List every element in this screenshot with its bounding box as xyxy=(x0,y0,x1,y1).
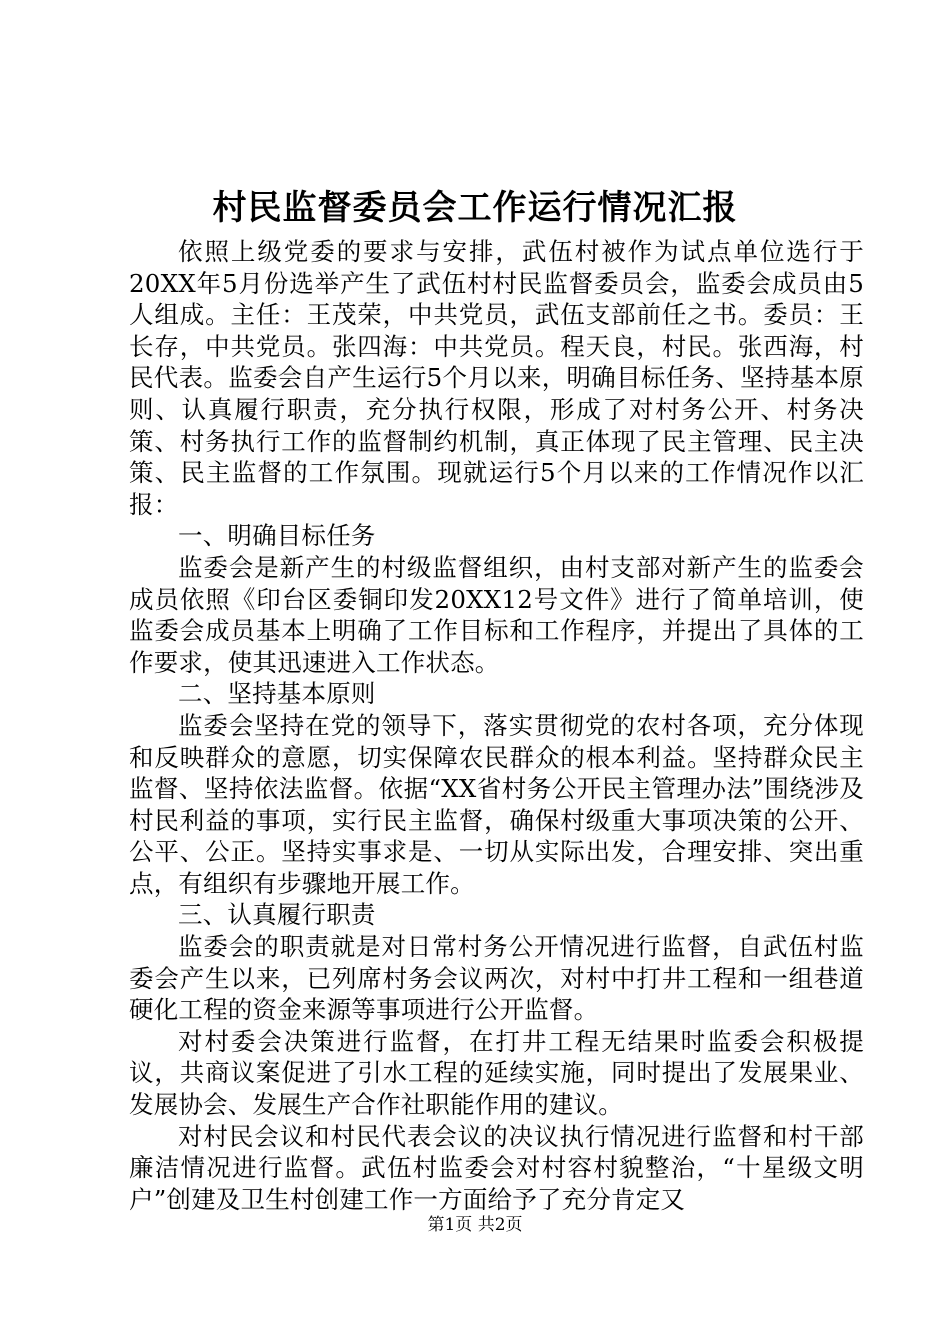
section-heading-3: 三、认真履行职责 xyxy=(178,900,376,930)
section-heading-2: 二、坚持基本原则 xyxy=(178,679,376,709)
paragraph-section-3c: 对村民会议和村民代表会议的决议执行情况进行监督和村干部廉洁情况进行监督。武伍村监委会对村容村貌整治，“十星级文明户”创建及卫生村创建工作一方面给予了充分肯定又 xyxy=(129,1121,864,1214)
paragraph-section-3b: 对村委会决策进行监督，在打井工程无结果时监委会积极提议，共商议案促进了引水工程的延续实施，同时提出了发展果业、发展协会、发展生产合作社职能作用的建议。 xyxy=(129,1026,864,1120)
page-number-footer: 第1页 共2页 xyxy=(427,1215,523,1235)
paragraph-section-3a: 监委会的职责就是对日常村务公开情况进行监督，自武伍村监委会产生以来，已列席村务会议两次，对村中打井工程和一组巷道硬化工程的资金来源等事项进行公开监督。 xyxy=(129,932,864,1025)
document-body xyxy=(129,236,864,1215)
paragraph-intro: 依照上级党委的要求与安排，武伍村被作为试点单位选行于20XX年5月份选举产生了武伍村村民监督委员会，监委会成员由5人组成。主任：王茂荣，中共党员，武伍支部前任之书。委员：王长存，中共党员。张四海：中共党员。程天良，村民。张西海，村民代表。监委会自产生运行5个月以来，明确目标任务、坚持基本原则、认真履行职责，充分执行权限，形成了对村务公开、村务决策、村务执行工作的监督制约机制，真正体现了民主管理、民主决策、民主监督的工作氛围。现就运行5个月以来的工作情况作以汇报： xyxy=(129,237,864,519)
paragraph-section-2: 监委会坚持在党的领导下，落实贯彻党的农村各项，充分体现和反映群众的意愿，切实保障农民群众的根本利益。坚持群众民主监督、坚持依法监督。依据“XX省村务公开民主管理办法”围绕涉及村民利益的事项，实行民主监督，确保村级重大事项决策的公开、公平、公正。坚持实事求是、一切从实际出发，合理安排、突出重点，有组织有步骤地开展工作。 xyxy=(129,710,864,898)
paragraph-section-1: 监委会是新产生的村级监督组织，由村支部对新产生的监委会成员依照《印台区委铜印发20XX12号文件》进行了简单培训，使监委会成员基本上明确了工作目标和工作程序，并提出了具体的工作要求，使其迅速进入工作状态。 xyxy=(129,552,864,677)
document-title: 村民监督委员会工作运行情况汇报 xyxy=(212,188,738,228)
section-heading-1: 一、明确目标任务 xyxy=(178,521,376,551)
